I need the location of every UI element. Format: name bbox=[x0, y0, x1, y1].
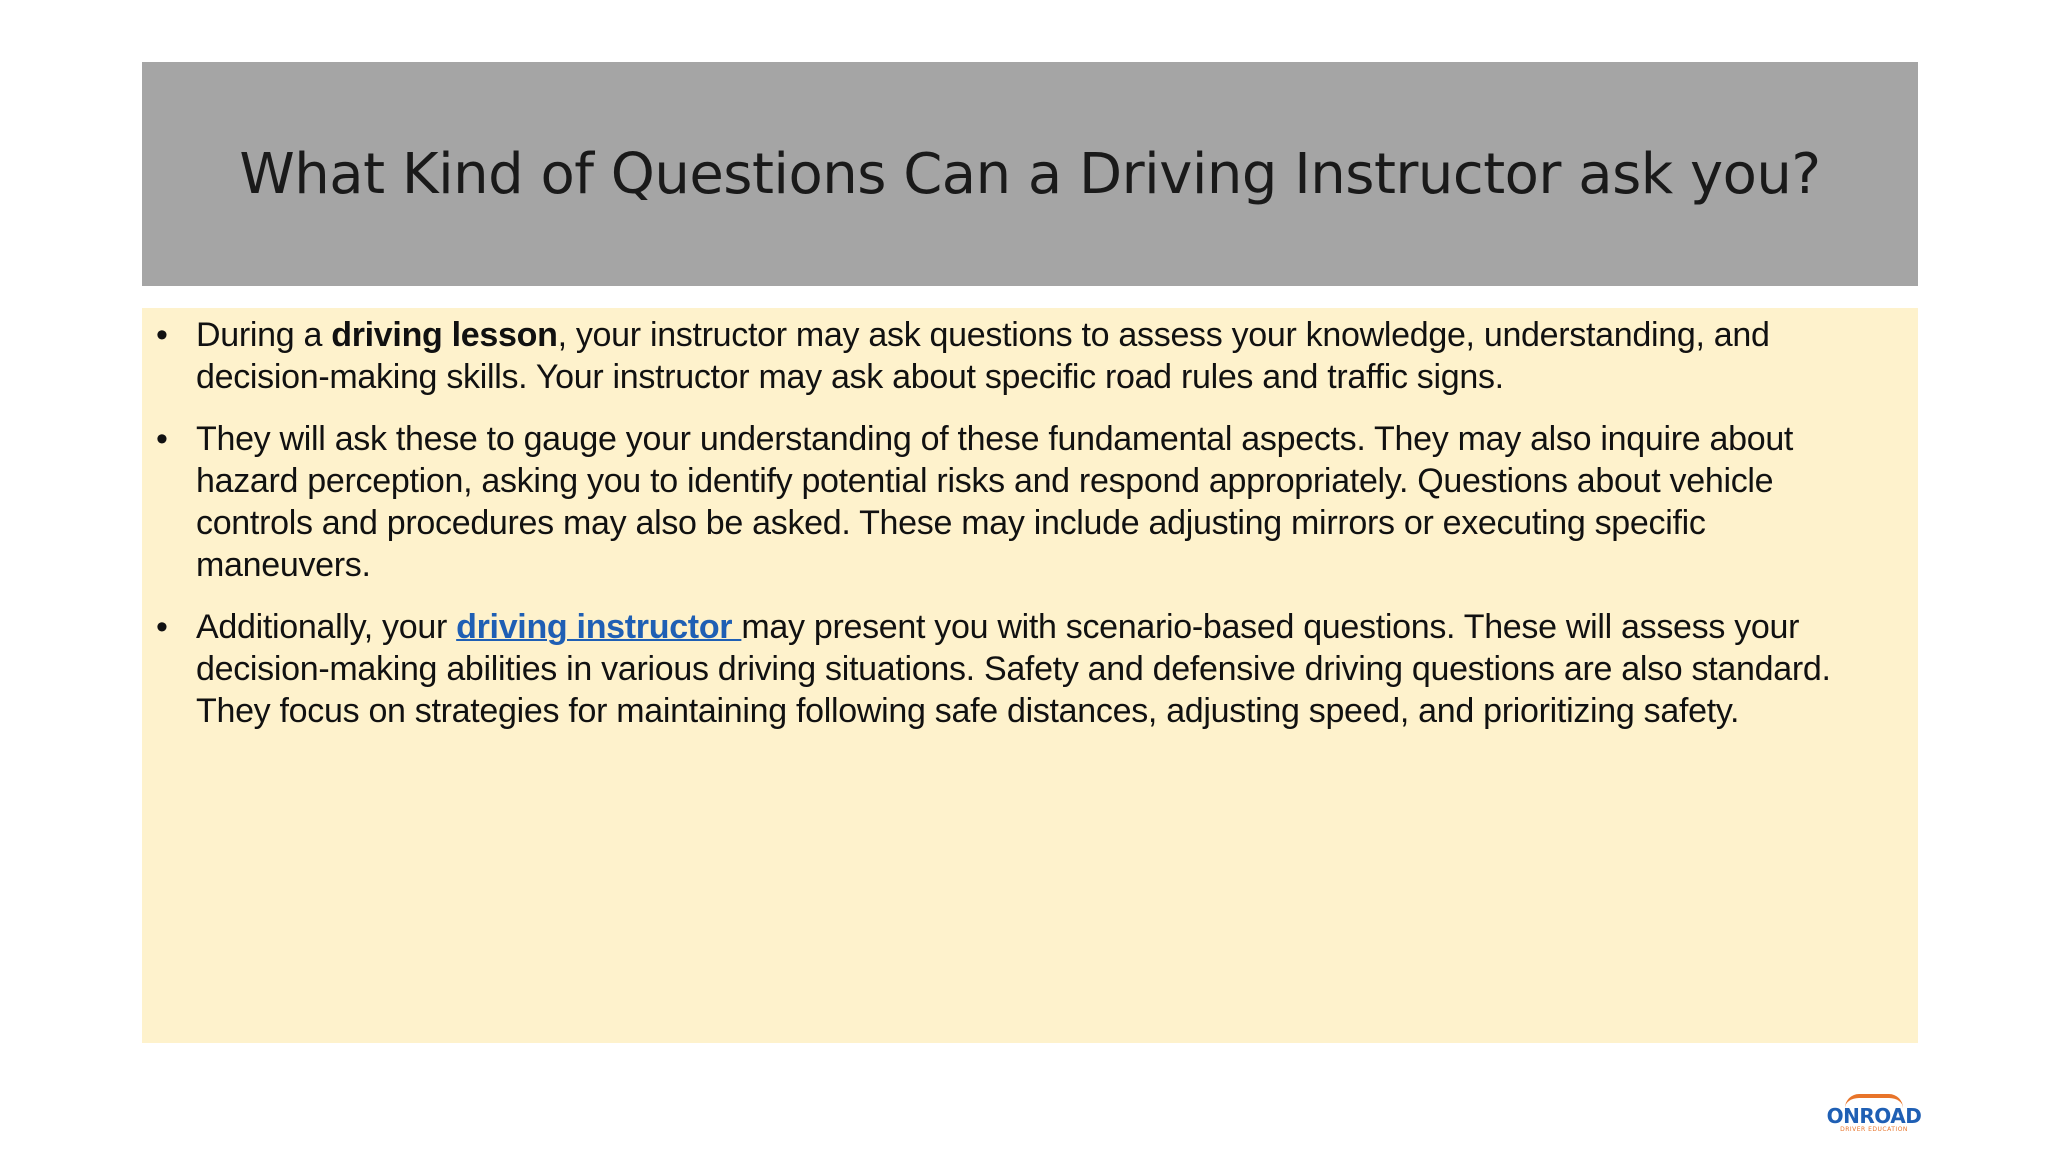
slide-title: What Kind of Questions Can a Driving Instructor ask you? bbox=[239, 141, 1821, 207]
bullet-item-2 bbox=[156, 418, 1888, 586]
bullet-3-post: may present you with scenario-based questions. These will assess your decision-making abilities in various driving situations. Safety and defensive driving questions are also standard. They focus on strategies for maintaining following safe distances, adjusting speed, and prioritizing safety. bbox=[196, 608, 1831, 730]
bullet-1-post: , your instructor may ask questions to assess your knowledge, understanding, and decision-making skills. Your instructor may ask about specific road rules and traffic signs. bbox=[196, 316, 1770, 396]
bullet-list bbox=[156, 314, 1888, 732]
bullet-dot: • bbox=[156, 608, 168, 646]
logo-name: ONROAD bbox=[1826, 1104, 1922, 1128]
bullet-3-pre: Additionally, your bbox=[196, 608, 457, 646]
title-bar bbox=[142, 62, 1918, 286]
bullet-item-3 bbox=[156, 606, 1888, 732]
driving-instructor-link[interactable]: driving instructor bbox=[456, 608, 742, 646]
onroad-logo bbox=[1824, 1094, 1924, 1134]
content-box bbox=[142, 308, 1918, 1043]
logo-tagline: DRIVER EDUCATION bbox=[1840, 1126, 1908, 1133]
bullet-1-pre: During a bbox=[196, 316, 332, 354]
bullet-2-text: They will ask these to gauge your understanding of these fundamental aspects. They may also inquire about hazard perception, asking you to identify potential risks and respond appropriately. Questions about vehicle controls and procedures may also be asked. These may include adjusting mirrors or executing specific maneuvers. bbox=[196, 420, 1794, 584]
bullet-dot: • bbox=[156, 420, 168, 458]
bullet-1-bold: driving lesson bbox=[331, 316, 558, 354]
bullet-dot: • bbox=[156, 316, 168, 354]
bullet-item-1 bbox=[156, 314, 1888, 398]
